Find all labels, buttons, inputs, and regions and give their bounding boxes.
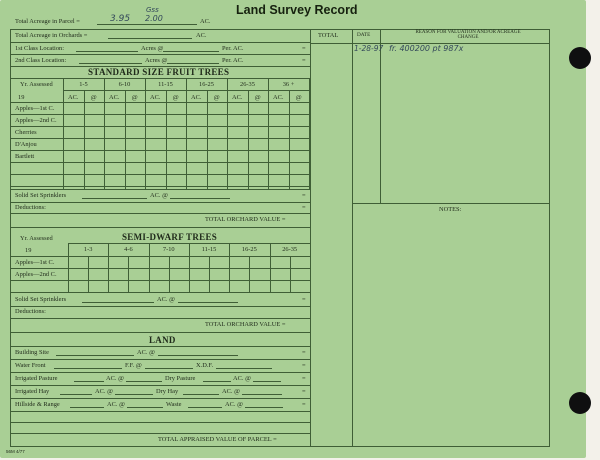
orchards-line (108, 32, 192, 39)
building-site-equals: = (302, 349, 306, 356)
row-rule (10, 411, 310, 412)
standard-grid-vline (248, 90, 249, 189)
semi-grid-vline (88, 256, 89, 292)
orchards-label: Total Acreage in Orchards = (15, 32, 88, 39)
row-rule (10, 318, 310, 319)
semi-trees-title: SEMI-DWARF TREES (122, 232, 218, 242)
semi-sprinklers-line-1 (82, 296, 154, 303)
reason-column-header: REASON FOR VALUATION AND/OR ACREAGE CHANGE (415, 30, 521, 41)
standard-grid-vline (104, 78, 105, 189)
irrigated-hay-label: Irrigated Hay (15, 388, 50, 395)
standard-row-label: Bartlett (15, 153, 35, 160)
building-site-line-2 (158, 349, 238, 356)
standard-row-rule (10, 189, 310, 190)
standard-row-rule (10, 150, 310, 151)
dry-pasture-ac-at: AC. @ (233, 375, 251, 382)
building-site-label: Building Site (15, 349, 49, 356)
pasture-equals: = (302, 375, 306, 382)
standard-sub-column: AC. (150, 94, 161, 101)
total-column-header: TOTAL (318, 32, 339, 39)
standard-age-group: 6-10 (118, 81, 131, 88)
row-rule (10, 42, 310, 43)
date-column-header: DATE (357, 32, 371, 38)
semi-row-rule (10, 268, 310, 269)
semi-total-orchard: TOTAL ORCHARD VALUE = (205, 321, 286, 328)
standard-row-rule (10, 126, 310, 127)
entry-date: 1-28-97 (354, 44, 384, 53)
notes-rule (352, 203, 550, 204)
frame-bottom (10, 446, 550, 447)
binder-hole-top (569, 47, 591, 69)
semi-deductions-label: Deductions: (15, 308, 46, 315)
row-rule (10, 78, 310, 79)
standard-year-prefix: 19 (18, 94, 25, 101)
row-rule (10, 213, 310, 214)
total-appraised-label: TOTAL APPRAISED VALUE OF PARCEL = (158, 436, 277, 443)
semi-grid-vline (189, 243, 190, 292)
semi-yr-assessed: Yr. Assessed (20, 235, 53, 242)
standard-age-group: 16-25 (199, 81, 214, 88)
orchards-ac: AC. (196, 32, 207, 39)
standard-sub-column: AC. (68, 94, 79, 101)
waste-ac-at: AC. @ (225, 401, 243, 408)
row-rule (10, 385, 310, 386)
water-front-xdf: X.D.F. (196, 362, 214, 369)
semi-row-rule (10, 280, 310, 281)
row-rule (10, 359, 310, 360)
standard-sub-column: AC. (273, 94, 284, 101)
entry-reason: fr. 400200 pt 987x (389, 44, 464, 53)
standard-age-group: 1-5 (79, 81, 88, 88)
second-class-acres-at: Acres @ (145, 57, 168, 64)
semi-sprinklers-ac-at: AC. @ (157, 296, 175, 303)
standard-sub-column: @ (172, 94, 179, 101)
semi-age-group: 1-3 (83, 246, 93, 253)
semi-grid-vline (249, 256, 250, 292)
irrigated-pasture-ac-at: AC. @ (106, 375, 124, 382)
irrigated-pasture-line-1 (74, 375, 104, 382)
row-rule (10, 102, 310, 103)
standard-deductions-equals: = (302, 204, 306, 211)
standard-grid-vline (84, 90, 85, 189)
card-title: Land Survey Record (236, 3, 358, 17)
semi-grid-vline (229, 243, 230, 292)
binder-hole-bottom (569, 392, 591, 414)
hillside-label: Hillside & Range (15, 401, 60, 408)
frame-right (549, 29, 550, 446)
total-acreage-annotation-top: Gss (146, 6, 159, 14)
dry-pasture-label: Dry Pasture (165, 375, 196, 382)
standard-yr-assessed: Yr. Assessed (20, 81, 53, 88)
standard-row-rule (10, 174, 310, 175)
semi-row-rule (10, 292, 310, 293)
waste-label: Waste (166, 401, 182, 408)
water-front-line-1 (54, 362, 122, 369)
standard-sprinklers-label: Solid Set Sprinklers (15, 192, 67, 199)
standard-sprinklers-ac-at: AC. @ (150, 192, 168, 199)
standard-grid-vline (186, 78, 187, 189)
row-rule (10, 202, 310, 203)
row-rule (10, 433, 310, 434)
standard-sub-column: @ (213, 94, 220, 101)
semi-sprinklers-label: Solid Set Sprinklers (15, 296, 67, 303)
standard-grid-vline (289, 90, 290, 189)
irrigated-hay-ac-at: AC. @ (95, 388, 113, 395)
row-rule (10, 372, 310, 373)
standard-row-rule (10, 186, 310, 187)
total-column-left (310, 29, 311, 446)
semi-age-group: 11-15 (201, 246, 217, 253)
standard-sub-column: @ (295, 94, 302, 101)
waste-line-2 (245, 401, 283, 408)
standard-row-label: Apples—1st C. (15, 105, 55, 112)
dry-pasture-line-1 (203, 375, 231, 382)
standard-row-label: D'Anjou (15, 141, 37, 148)
second-class-line-1 (79, 57, 142, 64)
standard-sub-column: AC. (191, 94, 202, 101)
standard-sprinklers-line-1 (82, 192, 147, 199)
waste-line-1 (188, 401, 222, 408)
form-number: 56M 4/77 (6, 449, 25, 454)
first-class-acres-at: Acres @ (141, 45, 164, 52)
standard-grid-vline (309, 78, 310, 189)
row-rule (10, 306, 310, 307)
first-class-per-ac: Per. AC. (222, 45, 244, 52)
hillside-line-1 (70, 401, 104, 408)
row-rule (10, 227, 310, 228)
land-title: LAND (149, 335, 176, 345)
first-class-label: 1st Class Location: (15, 45, 64, 52)
dry-hay-label: Dry Hay (156, 388, 179, 395)
semi-grid-vline (270, 243, 271, 292)
standard-sprinklers-equals: = (302, 192, 306, 199)
standard-sprinklers-line-2 (170, 192, 230, 199)
hillside-line-2 (127, 401, 163, 408)
water-front-equals: = (302, 362, 306, 369)
standard-age-group: 26-35 (240, 81, 255, 88)
dry-hay-line-2 (242, 388, 282, 395)
standard-row-label: Apples—2nd C. (15, 117, 57, 124)
standard-row-label: Cherries (15, 129, 37, 136)
row-rule (10, 398, 310, 399)
row-rule (10, 346, 310, 347)
semi-age-group: 26-35 (282, 246, 298, 253)
total-acreage-ac: AC. (200, 18, 211, 25)
semi-grid-vline (128, 256, 129, 292)
semi-grid-vline (149, 243, 150, 292)
irrigated-pasture-line-2 (126, 375, 162, 382)
building-site-line-1 (56, 349, 134, 356)
standard-sub-column: AC. (232, 94, 243, 101)
standard-row-rule (10, 162, 310, 163)
irrigated-pasture-label: Irrigated Pasture (15, 375, 58, 382)
standard-grid-vline (268, 78, 269, 189)
semi-age-group: 4-6 (124, 246, 133, 253)
semi-row-label: Apples—2nd C. (15, 271, 57, 278)
notes-label: NOTES: (439, 206, 462, 213)
semi-year-prefix: 19 (25, 247, 32, 254)
dry-hay-ac-at: AC. @ (222, 388, 240, 395)
semi-grid-vline (290, 256, 291, 292)
standard-age-group: 11-15 (158, 81, 173, 88)
water-front-ff: F.F. @ (125, 362, 142, 369)
total-acreage-value: 3.95 (110, 14, 131, 24)
standard-grid-vline (125, 90, 126, 189)
second-class-line-2 (167, 57, 219, 64)
standard-sub-column: @ (131, 94, 138, 101)
standard-grid-vline (227, 78, 228, 189)
second-class-per-ac: Per. AC. (222, 57, 244, 64)
hay-equals: = (302, 388, 306, 395)
row-rule (10, 422, 310, 423)
hillside-waste-equals: = (302, 401, 306, 408)
dry-pasture-line-2 (253, 375, 281, 382)
first-class-line-1 (76, 45, 138, 52)
total-acreage-annotation-bottom: 2.00 (145, 14, 163, 23)
water-front-line-3 (216, 362, 272, 369)
water-front-label: Water Front (15, 362, 46, 369)
standard-grid-vline (207, 90, 208, 189)
second-class-label: 2nd Class Location: (15, 57, 67, 64)
semi-sprinklers-line-2 (178, 296, 238, 303)
first-class-equals: = (302, 45, 306, 52)
standard-sub-column: @ (254, 94, 261, 101)
frame-left (10, 29, 11, 446)
total-column-right (352, 29, 353, 446)
standard-age-group: 36 + (282, 81, 295, 88)
semi-age-group: 16-25 (241, 246, 257, 253)
standard-row-rule (10, 138, 310, 139)
row-rule (10, 256, 310, 257)
semi-grid-vline (108, 243, 109, 292)
standard-deductions-label: Deductions: (15, 204, 46, 211)
semi-age-group: 7-10 (162, 246, 175, 253)
row-rule (10, 54, 310, 55)
first-class-line-2 (163, 45, 219, 52)
standard-grid-vline (63, 78, 64, 189)
semi-row-label: Apples—1st C. (15, 259, 55, 266)
irrigated-hay-line-1 (60, 388, 92, 395)
standard-sub-column: AC. (109, 94, 120, 101)
standard-grid-vline (166, 90, 167, 189)
semi-sprinklers-equals: = (302, 296, 306, 303)
water-front-line-2 (145, 362, 193, 369)
second-class-equals: = (302, 57, 306, 64)
standard-row-rule (10, 114, 310, 115)
hillside-ac-at: AC. @ (107, 401, 125, 408)
row-rule (10, 332, 310, 333)
irrigated-hay-line-2 (115, 388, 153, 395)
semi-grid-vline (169, 256, 170, 292)
building-site-ac-at: AC. @ (137, 349, 155, 356)
semi-grid-vline (209, 256, 210, 292)
dry-hay-line-1 (183, 388, 219, 395)
date-column-right (380, 29, 381, 203)
standard-grid-vline (145, 78, 146, 189)
standard-sub-column: @ (90, 94, 97, 101)
standard-total-orchard: TOTAL ORCHARD VALUE = (205, 216, 286, 223)
standard-trees-title: STANDARD SIZE FRUIT TREES (88, 67, 230, 77)
semi-grid-vline (68, 243, 69, 292)
total-acreage-label: Total Acreage in Parcel = (15, 18, 80, 25)
